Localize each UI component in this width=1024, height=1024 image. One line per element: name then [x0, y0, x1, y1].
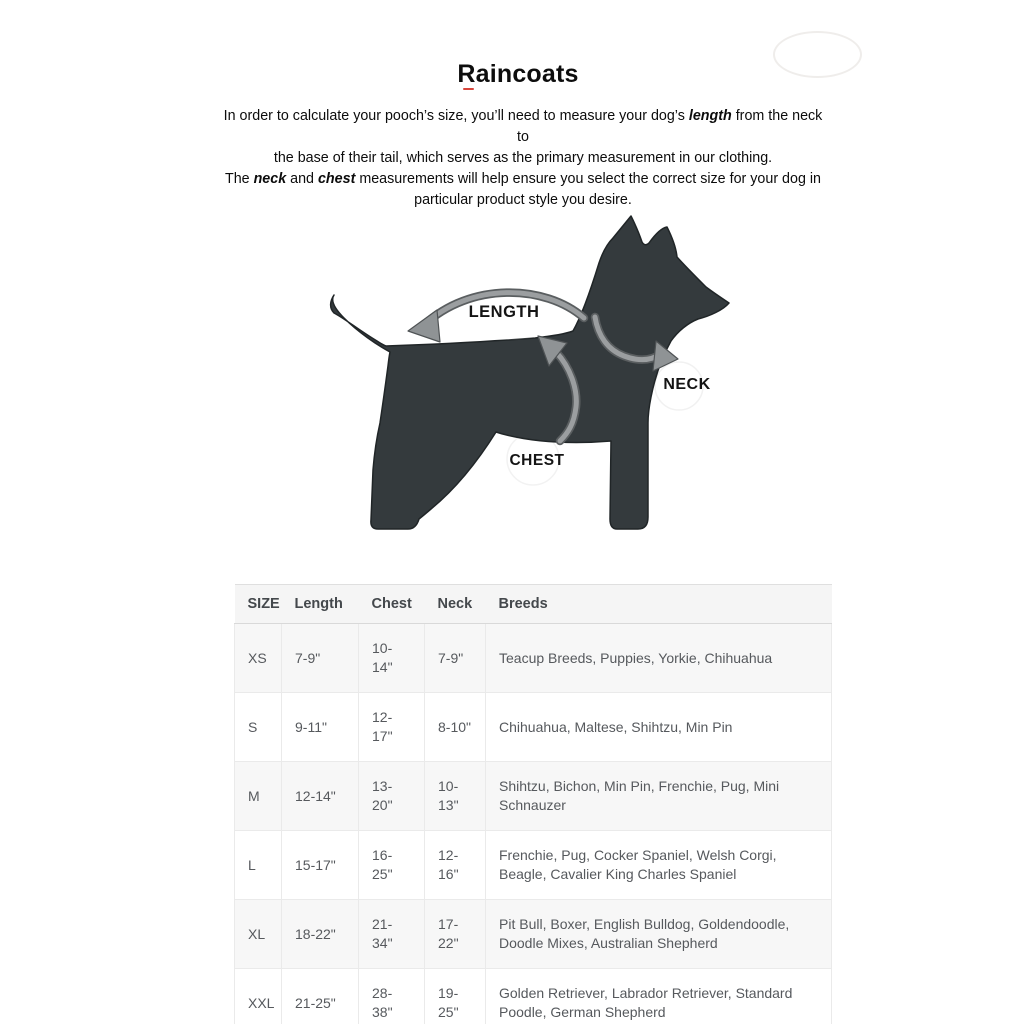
cell-size: M [235, 762, 282, 831]
cell-neck: 17-22" [425, 900, 486, 969]
intro-line: particular product style you desire. [414, 192, 632, 208]
intro-line: In order to calculate your pooch’s size, you’ll need to measure your dog’s length from the neck to [223, 108, 823, 145]
cell-breeds: Teacup Breeds, Puppies, Yorkie, Chihuahua [486, 624, 832, 693]
intro-line: the base of their tail, which serves as the primary measurement in our clothing. [273, 150, 773, 166]
cell-length: 15-17" [282, 831, 359, 900]
spellcheck-mark [463, 88, 474, 90]
cell-chest: 28-38" [359, 969, 425, 1024]
header-length: Length [282, 585, 359, 624]
cell-length: 18-22" [282, 900, 359, 969]
length-label: LENGTH [468, 303, 540, 321]
emphasis-length: length [688, 108, 732, 124]
length-arrowhead [408, 310, 440, 342]
emphasis-chest: chest [317, 171, 356, 187]
cell-neck: 19-25" [425, 969, 486, 1024]
cell-size: L [235, 831, 282, 900]
cell-length: 7-9" [282, 624, 359, 693]
table-row [235, 831, 832, 900]
decorative-oval [773, 31, 862, 78]
cell-size: S [235, 693, 282, 762]
cell-size: XXL [235, 969, 282, 1024]
cell-chest: 10-14" [359, 624, 425, 693]
table-row [235, 624, 832, 693]
size-table [234, 584, 832, 1024]
header-chest: Chest [359, 585, 425, 624]
cell-breeds: Chihuahua, Maltese, Shihtzu, Min Pin [486, 693, 832, 762]
cell-neck: 7-9" [425, 624, 486, 693]
header-neck: Neck [425, 585, 486, 624]
intro-line: The neck and chest measurements will help ensure you select the correct size for your dog in [224, 171, 822, 187]
neck-label: NECK [663, 376, 711, 393]
cell-size: XS [235, 624, 282, 693]
header-breeds: Breeds [486, 585, 832, 624]
cell-length: 12-14" [282, 762, 359, 831]
cell-chest: 12-17" [359, 693, 425, 762]
table-row [235, 762, 832, 831]
cell-length: 9-11" [282, 693, 359, 762]
cell-length: 21-25" [282, 969, 359, 1024]
cell-breeds: Pit Bull, Boxer, English Bulldog, Goldendoodle, Doodle Mixes, Australian Shepherd [486, 900, 832, 969]
cell-size: XL [235, 900, 282, 969]
cell-neck: 12-16" [425, 831, 486, 900]
cell-neck: 8-10" [425, 693, 486, 762]
cell-neck: 10-13" [425, 762, 486, 831]
header-size: SIZE [235, 585, 282, 624]
cell-chest: 13-20" [359, 762, 425, 831]
cell-breeds: Shihtzu, Bichon, Min Pin, Frenchie, Pug, Mini Schnauzer [486, 762, 832, 831]
dog-measurement-diagram [318, 206, 738, 546]
cell-breeds: Golden Retriever, Labrador Retriever, Standard Poodle, German Shepherd [486, 969, 832, 1024]
emphasis-neck: neck [253, 171, 287, 187]
table-row [235, 900, 832, 969]
cell-chest: 21-34" [359, 900, 425, 969]
table-row [235, 969, 832, 1024]
intro-text [223, 106, 823, 211]
cell-chest: 16-25" [359, 831, 425, 900]
page-title: Raincoats [457, 60, 579, 88]
chest-label: CHEST [509, 452, 565, 469]
cell-breeds: Frenchie, Pug, Cocker Spaniel, Welsh Corgi, Beagle, Cavalier King Charles Spaniel [486, 831, 832, 900]
table-row [235, 693, 832, 762]
table-header-row [235, 585, 832, 624]
